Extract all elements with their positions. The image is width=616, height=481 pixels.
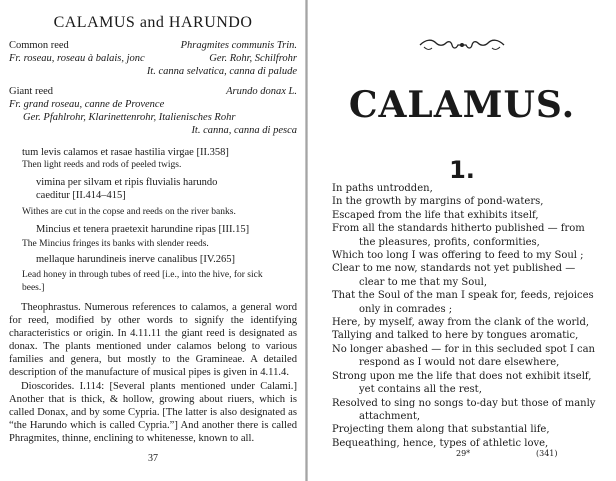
verse-line: Tallying and talked to here by tongues aromatic, — [332, 330, 579, 342]
giant-reed-german: Ger. Pfahlrohr, Klarinettenrohr, Italienisches Rohr — [23, 112, 236, 123]
flourish-ornament — [418, 38, 506, 52]
verse-line: Here, by myself, away from the clank of the world, — [332, 317, 590, 329]
common-reed-label: Common reed — [9, 40, 69, 51]
latin-quote: caeditur [II.414–415] — [36, 190, 126, 201]
signature-mark: 29* — [456, 449, 471, 458]
dioscorides-paragraph: Dioscorides. I.114: [Several plants mentioned under Calami.] Another that is thick, & hollow, growing about riuers, which is called Donax, and by some Cypria. [The latter is also designated as “the Harundo which is called Cypria.”] And another there is called Phragmites, thinne, enclining to whitenesse, known to all. — [9, 380, 297, 444]
giant-reed-italian: It. canna, canna di pesca — [191, 125, 297, 136]
common-reed-french: Fr. roseau, roseau à balais, jonc — [9, 53, 145, 64]
verse-line: In the growth by margins of pond-waters, — [332, 196, 544, 208]
verse-line: Which too long I was offering to feed to my Soul ; — [332, 250, 584, 262]
verse-line: Bequeathing, hence, types of athletic love, — [332, 437, 549, 449]
latin-quote: mellaque harundineis inerve canalibus [IV.265] — [36, 254, 235, 265]
right-page — [308, 0, 616, 481]
verse-line: That the Soul of the man I speak for, feeds, rejoices — [332, 290, 594, 302]
common-reed-italian: It. canna selvatica, canna di palude — [146, 66, 297, 77]
verse-line: No longer abashed — for in this secluded spot I can — [332, 343, 595, 355]
common-reed-german: Ger. Rohr, Schilfrohr — [209, 53, 297, 64]
translation: The Mincius fringes its banks with slender reeds. — [22, 239, 209, 249]
verse-line: In paths untrodden, — [332, 183, 433, 194]
giant-reed-label: Giant reed — [9, 86, 54, 97]
giant-reed-french: Fr. grand roseau, canne de Provence — [9, 99, 165, 110]
translation: bees.] — [22, 283, 45, 293]
verse-line: Escaped from the life that exhibits itself, — [332, 209, 539, 221]
verse-line: From all the standards hitherto published — from — [332, 223, 585, 235]
verse-line: Projecting them along that substantial life, — [332, 424, 550, 436]
translation: Withes are cut in the copse and reeds on the river banks. — [22, 207, 236, 217]
verse-line: attachment, — [359, 410, 421, 422]
verse-line: clear to me that my Soul, — [359, 276, 488, 288]
poem-body — [332, 182, 608, 450]
chapter-title: CALAMUS. — [348, 84, 576, 126]
page-number: (341) — [536, 449, 558, 458]
section-number: 1. — [449, 156, 475, 184]
commentary-block — [9, 301, 297, 445]
page-number: 37 — [148, 453, 158, 464]
latin-quote: vimina per silvam et ripis fluvialis harundo — [36, 177, 218, 188]
page-heading: CALAMUS and HARUNDO — [53, 14, 253, 31]
common-reed-latin: Phragmites communis Trin. — [180, 40, 297, 51]
verse-line: Strong upon me the life that does not exhibit itself, — [332, 370, 592, 382]
theophrastus-paragraph: Theophrastus. Numerous references to calamos, a general word for reed, modified by other words to signify the identifying characteristics or origin. In 4.11.11 the giant reed is designated as donax. The plants mentioned under calamos belong to various families and genera, but mostly to the Gramineae. A detailed description of the manufacture of musical pipes is given in 4.11.4. — [9, 302, 297, 379]
latin-quote: Mincius et tenera praetexit harundine ripas [III.15] — [36, 224, 250, 235]
verse-line: Clear to me now, standards not yet published — — [332, 263, 576, 275]
latin-quote: tum levis calamos et rasae hastilia virgae [II.358] — [22, 147, 229, 158]
verse-line: respond as I would not dare elsewhere, — [359, 357, 560, 369]
verse-line: Resolved to sing no songs to-day but those of manly — [332, 397, 596, 409]
verse-line: only in comrades ; — [359, 303, 453, 315]
translation: Lead honey in through tubes of reed [i.e., into the hive, for sick — [22, 270, 263, 280]
translation: Then light reeds and rods of peeled twigs. — [22, 160, 182, 170]
verse-line: yet contains all the rest, — [359, 384, 482, 396]
giant-reed-latin: Arundo donax L. — [226, 86, 297, 97]
left-page — [0, 0, 306, 481]
verse-line: the pleasures, profits, conformities, — [359, 236, 540, 248]
